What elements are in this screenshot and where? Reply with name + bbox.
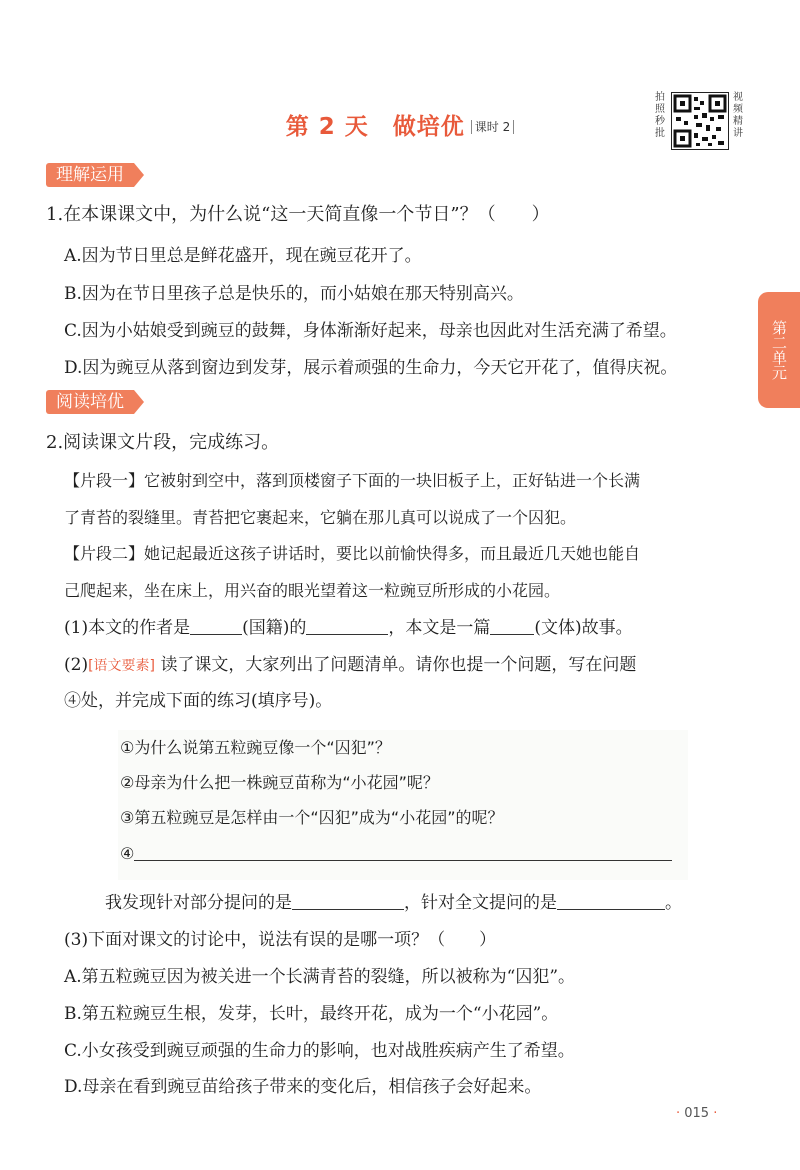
q2-sub3: (3)下面对课文的讨论中，说法有误的是哪一项？（ ） bbox=[64, 930, 497, 950]
sub1-text-b: (国籍)的 bbox=[242, 618, 307, 638]
q3-option-d[interactable]: D.母亲在看到豌豆苗给孩子带来的变化后，相信孩子会好起来。 bbox=[64, 1077, 542, 1097]
page-number: · 015 · bbox=[676, 1106, 718, 1121]
q1-option-c[interactable]: C.因为小姑娘受到豌豆的鼓舞，身体渐渐好起来，母亲也因此对生活充满了希望。 bbox=[64, 321, 677, 341]
section-label-understand: 理解运用 bbox=[46, 163, 134, 187]
qr-right-caption: 视频精讲 bbox=[733, 92, 743, 139]
unit-side-tab: 第二单元 bbox=[758, 292, 800, 408]
language-element-tag: [语文要素] bbox=[88, 658, 156, 674]
sub2-text-b: 读了课文，大家列出了问题清单。请你也提一个问题，写在问题 bbox=[160, 655, 637, 675]
sub1-text-d: (文体)故事。 bbox=[534, 618, 633, 638]
question-item-3: ③第五粒豌豆是怎样由一个“囚犯”成为“小花园”的呢？ bbox=[120, 808, 504, 827]
fragment-one-line1: 【片段一】它被射到空中，落到顶楼窗子下面的一块旧板子上，正好钻进一个长满 bbox=[64, 471, 641, 490]
question-item-4 bbox=[120, 843, 672, 865]
q1-stem: 1.在本课课文中，为什么说“这一天简直像一个节日”？（ ） bbox=[46, 204, 550, 225]
q3-option-b[interactable]: B.第五粒豌豆生根，发芽，长叶，最终开花，成为一个“小花园”。 bbox=[64, 1004, 559, 1024]
find-line bbox=[105, 892, 682, 914]
genre-blank[interactable] bbox=[490, 618, 534, 635]
sub1-text-a: (1)本文的作者是 bbox=[64, 618, 191, 638]
find-text-a: 我发现针对部分提问的是 bbox=[105, 893, 292, 913]
q2-sub1 bbox=[64, 617, 633, 639]
section-label-reading: 阅读培优 bbox=[46, 390, 134, 414]
fragment-two-line2: 己爬起来，坐在床上，用兴奋的眼光望着这一粒豌豆所形成的小花园。 bbox=[64, 581, 561, 600]
page-title: 第 2 天 做培优 bbox=[285, 114, 465, 140]
qr-left-caption: 拍照秒批 bbox=[655, 92, 665, 139]
q1-option-a[interactable]: A.因为节日里总是鲜花盛开，现在豌豆花开了。 bbox=[64, 246, 422, 266]
fragment-one-line2: 了青苔的裂缝里。青苔把它裹起来，它躺在那儿真可以说成了一个囚犯。 bbox=[64, 508, 577, 527]
sub1-text-c: ，本文是一篇 bbox=[388, 618, 491, 638]
q3-option-a[interactable]: A.第五粒豌豆因为被关进一个长满青苔的裂缝，所以被称为“囚犯”。 bbox=[64, 967, 576, 987]
author-name-blank[interactable] bbox=[306, 618, 388, 635]
find-text-b: ，针对全文提问的是 bbox=[404, 893, 557, 913]
author-nationality-blank[interactable] bbox=[190, 618, 242, 635]
own-question-blank[interactable] bbox=[134, 844, 672, 861]
question-item-1: ①为什么说第五粒豌豆像一个“囚犯”？ bbox=[120, 738, 391, 757]
q1-option-d[interactable]: D.因为豌豆从落到窗边到发芽，展示着顽强的生命力，今天它开花了，值得庆祝。 bbox=[64, 358, 678, 378]
fragment-two-line1: 【片段二】她记起最近这孩子讲话时，要比以前愉快得多，而且最近几天她也能自 bbox=[64, 544, 641, 563]
q2-stem: 2.阅读课文片段，完成练习。 bbox=[46, 432, 280, 453]
partial-question-blank[interactable] bbox=[292, 893, 404, 910]
q2-sub2-line2: ④处，并完成下面的练习(填序号)。 bbox=[64, 691, 333, 711]
page-number-value: 015 bbox=[684, 1106, 710, 1121]
q2-sub2 bbox=[64, 654, 636, 677]
q1-option-b[interactable]: B.因为在节日里孩子总是快乐的，而小姑娘在那天特别高兴。 bbox=[64, 284, 524, 304]
qr-code-icon[interactable] bbox=[671, 92, 729, 150]
whole-text-question-blank[interactable] bbox=[557, 893, 665, 910]
question-item-4-label: ④ bbox=[120, 844, 135, 863]
lesson-subtitle: 课时 2 bbox=[471, 120, 514, 134]
qr-block bbox=[655, 92, 745, 152]
question-item-2: ②母亲为什么把一株豌豆苗称为“小花园”呢？ bbox=[120, 773, 439, 792]
sub2-text-a: (2) bbox=[64, 655, 89, 675]
find-text-c: 。 bbox=[665, 893, 682, 913]
q3-option-c[interactable]: C.小女孩受到豌豆顽强的生命力的影响，也对战胜疾病产生了希望。 bbox=[64, 1041, 575, 1061]
